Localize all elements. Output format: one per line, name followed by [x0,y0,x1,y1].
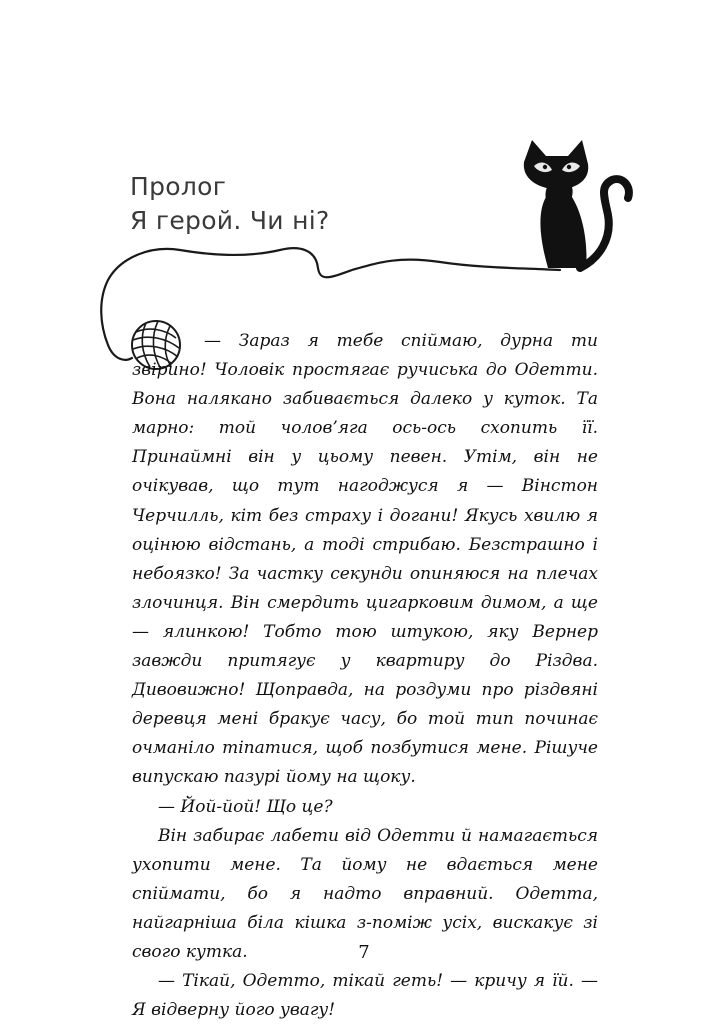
paragraph-1: — Зараз я тебе спіймаю, дурна ти звірино! Чоловік простягає ручиська до Одетти. Вона налякано забивається далеко у куток. Та марно: той чолов’яга ось-ось схопить її. Принаймні він у цьому певен. Утім, він не очікував, що тут нагоджуся я — Вінстон Черчилль, кіт без страху і догани! Якусь хвилю я оцінюю відстань, а тоді стрибаю. Безстрашно і небоязко! За частку секунди опиняюся на плечах злочинця. Він смердить цигарковим димом, а ще — ялинкою! Тобто тою штукою, яку Вернер завжди притягує у квартиру до Різдва. Дивовижно! Щоправда, на роздуми про різдвяні деревця мені бракує часу, бо той тип починає очманіло тіпатися, щоб позбутися мене. Рішуче випускаю пазурі йому на щоку. [132,331,598,788]
cat-illustration-icon [524,140,629,268]
paragraph-4: — Тікай, Одетто, тікай геть! — кричу я їй. — Я відверну його увагу! [132,971,598,1021]
story-text [132,327,598,1025]
paragraph-2: — Йой-йой! Що це? [158,796,333,817]
paragraph-3: Він забирає лабети від Одетти й намагається ухопити мене. Та йому не вдається мене спіймати, бо я надто вправний. Одетта, найгарніша біла кішка з-поміж усіх, вискакує зі свого кутка. [132,825,598,962]
chapter-title: Я герой. Чи ні? [130,206,330,235]
page-number: 7 [358,942,370,963]
chapter-label: Пролог [130,172,227,201]
